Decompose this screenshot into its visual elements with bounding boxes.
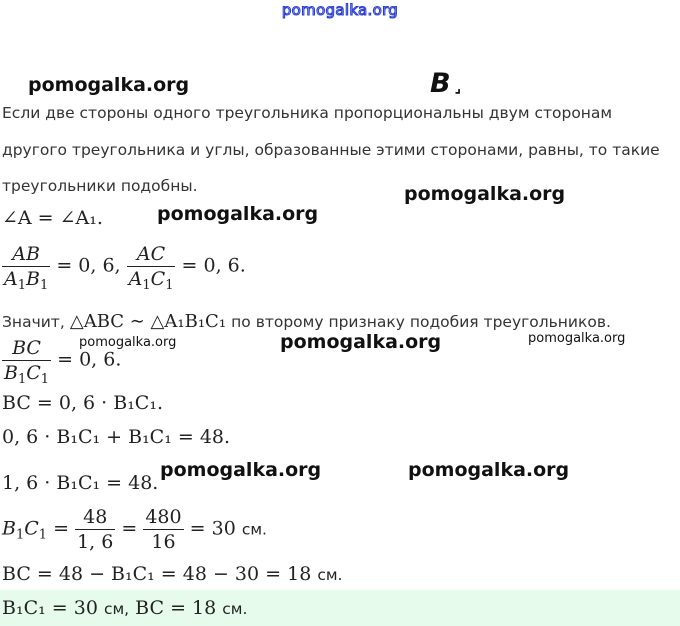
similarity-expression: △ABC ∼ △A₁B₁C₁ xyxy=(69,311,227,332)
watermark-small-2: pomogalka.org xyxy=(528,331,626,346)
answer-b1c1: B₁C₁ = 30 xyxy=(2,597,98,619)
watermark-center-1: pomogalka.org xyxy=(280,331,442,353)
similarity-line xyxy=(2,311,611,332)
fraction-480 xyxy=(143,505,183,554)
therefore-tail: по второму признаку подобия треугольников. xyxy=(231,313,611,331)
result-unit: см. xyxy=(241,520,267,539)
answer-bc: BC = 18 xyxy=(135,597,217,619)
bc-calc-unit: см. xyxy=(317,566,343,584)
bc-calc: BC = 48 − B₁C₁ = 48 − 30 = 18 xyxy=(2,563,312,585)
answer-line xyxy=(2,597,247,619)
fraction-48 xyxy=(75,505,115,554)
watermark-right-2: pomogalka.org xyxy=(408,459,570,481)
fraction-ac: $\frac{AC}{A_1C_1}$ xyxy=(128,243,174,293)
watermark-heading: pomogalka.org xyxy=(28,74,190,96)
fraction-480-den: 16 xyxy=(151,531,176,553)
fraction-48-den: 1, 6 xyxy=(77,531,114,553)
fraction-48-num: 48 xyxy=(75,505,115,530)
result-value: = 30 xyxy=(189,517,236,540)
answer-unit-2: см. xyxy=(222,600,248,618)
fraction-bc: $\frac{BC}{B_1C_1}$ xyxy=(4,337,50,387)
answer-unit-1: см, xyxy=(103,600,130,618)
watermark-left-2: pomogalka.org xyxy=(160,459,322,481)
b1c1-computation: $B_1C_1$ = $\frac{48}{1, 6}$ = $\frac{480}{16}$ = 30 см. xyxy=(2,506,267,553)
ratio-value-2: = 0, 6. xyxy=(181,254,246,277)
sum-expression: 0, 6 · B₁C₁ + B₁C₁ = 48. xyxy=(2,426,231,448)
ratio-line xyxy=(2,242,246,291)
bc-expression: BC = 0, 6 · B₁C₁. xyxy=(2,392,163,414)
task-letter xyxy=(430,68,461,99)
bc-ratio-value: = 0, 6. xyxy=(57,348,122,371)
watermark-small-1: pomogalka.org xyxy=(79,335,177,350)
fraction-ab: $\frac{AB}{A_1B_1}$ xyxy=(4,243,49,293)
sum-simplified: 1, 6 · B₁C₁ = 48. xyxy=(2,472,159,494)
task-letter-mark: ⌟ xyxy=(454,80,462,96)
task-letter-text: B xyxy=(430,68,451,99)
therefore-word: Значит, xyxy=(2,313,65,331)
watermark-left-1: pomogalka.org xyxy=(157,203,319,225)
fraction-480-num: 480 xyxy=(145,506,182,528)
bc-computation xyxy=(2,563,343,585)
watermark-right-1: pomogalka.org xyxy=(404,183,566,205)
watermark-top: pomogalka.org xyxy=(281,1,399,19)
theorem-line-1: Если две стороны одного треугольника пропорциональны двум сторонам xyxy=(2,104,613,122)
angle-equality: ∠A = ∠A₁. xyxy=(2,207,103,229)
theorem-line-2: другого треугольника и углы, образованные этими сторонами, равны, то такие xyxy=(2,141,660,159)
theorem-line-3: треугольники подобны. xyxy=(2,177,198,195)
ratio-value: = 0, 6, xyxy=(56,254,121,277)
